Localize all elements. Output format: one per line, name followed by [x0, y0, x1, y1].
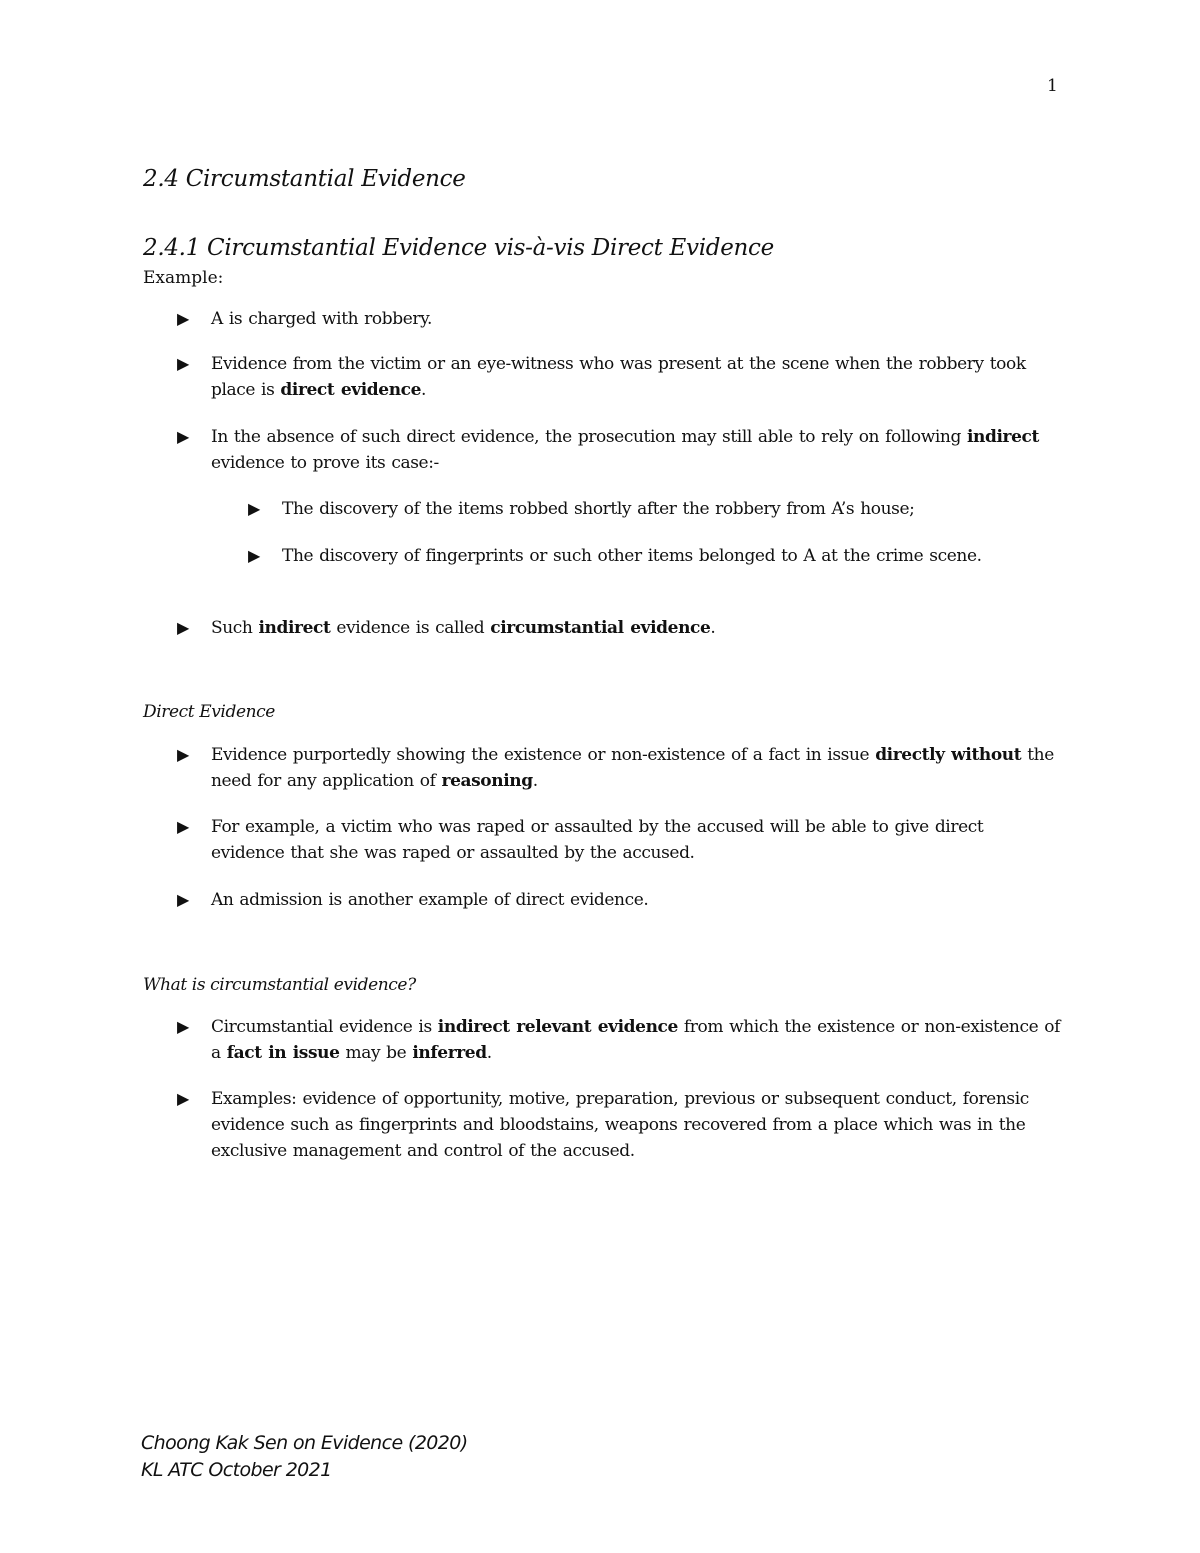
triangle-right-icon: ▶ — [177, 618, 189, 637]
sub-list-item: ▶ The discovery of fingerprints or such other items belonged to A at the crime scene. — [282, 543, 1042, 569]
circumstantial-heading: What is circumstantial evidence? — [143, 975, 416, 995]
list-item: ▶ In the absence of such direct evidence, the prosecution may still able to rely on following indirect evidence to prove its case:- — [211, 424, 1061, 476]
page-number: 1 — [1047, 76, 1058, 96]
triangle-right-icon: ▶ — [177, 354, 189, 373]
list-item: ▶ A is charged with robbery. — [211, 306, 1061, 332]
triangle-right-icon: ▶ — [177, 1017, 189, 1036]
subsection-title: 2.4.1 Circumstantial Evidence vis-à-vis Direct Evidence — [143, 235, 774, 261]
footer-line-1: Choong Kak Sen on Evidence (2020) — [141, 1432, 468, 1454]
list-item: ▶ Such indirect evidence is called circumstantial evidence. — [211, 615, 1061, 641]
example-label: Example: — [143, 268, 224, 288]
footer-line-2: KL ATC October 2021 — [141, 1459, 332, 1481]
triangle-right-icon: ▶ — [177, 427, 189, 446]
list-item: ▶ For example, a victim who was raped or assaulted by the accused will be able to give direct evidence that she was raped or assaulted by the accused. — [211, 814, 1061, 866]
sub-list-item: ▶ The discovery of the items robbed shortly after the robbery from A’s house; — [282, 496, 1042, 522]
section-title: 2.4 Circumstantial Evidence — [143, 166, 466, 192]
direct-evidence-heading: Direct Evidence — [143, 702, 275, 722]
triangle-right-icon: ▶ — [177, 309, 189, 328]
triangle-right-icon: ▶ — [177, 1089, 189, 1108]
triangle-right-icon: ▶ — [177, 817, 189, 836]
triangle-right-icon: ▶ — [177, 890, 189, 909]
list-item: ▶ Evidence from the victim or an eye-witness who was present at the scene when the robbery took place is direct evidence. — [211, 351, 1061, 403]
triangle-right-icon: ▶ — [248, 546, 260, 565]
triangle-right-icon: ▶ — [177, 745, 189, 764]
triangle-right-icon: ▶ — [248, 499, 260, 518]
list-item: ▶ Evidence purportedly showing the existence or non-existence of a fact in issue directly without the need for any application of reasoning. — [211, 742, 1061, 794]
list-item: ▶ Examples: evidence of opportunity, motive, preparation, previous or subsequent conduct, forensic evidence such as fingerprints and bloodstains, weapons recovered from a place which was in the exclusive management and control of the accused. — [211, 1086, 1061, 1164]
list-item: ▶ An admission is another example of direct evidence. — [211, 887, 1061, 913]
list-item: ▶ Circumstantial evidence is indirect relevant evidence from which the existence or non-existence of a fact in issue may be inferred. — [211, 1014, 1061, 1066]
